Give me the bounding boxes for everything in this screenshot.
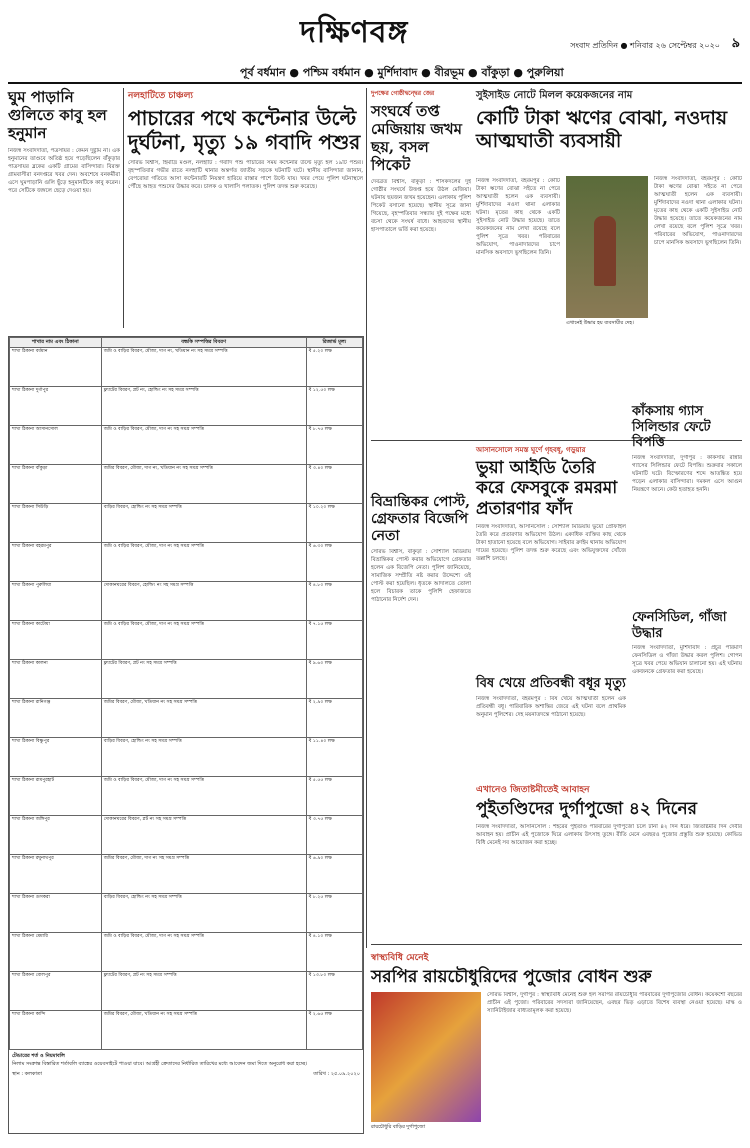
table-cell-price: ₹ ২.৯০ লক্ষ xyxy=(306,698,362,737)
table-row xyxy=(10,464,363,503)
story-body: দেবব্রত বিশ্বাস, বাঁকুড়া : শাসকদলের দুই গোষ্ঠীর সংঘর্ষে উত্তপ্ত হয়ে উঠল মেজিয়া। ঘটনায় ছয়জন জখম হয়েছেন। এলাকায় পুলিশ পিকেট বসানো হয়েছে। স্থানীয় সূত্রে জানা গিয়েছে, বৃহস্পতিবার সন্ধ্যায় দুই পক্ষের মধ্যে বচসা থেকে সংঘর্ষ বাধে। আহতদের স্থানীয় হাসপাতালে ভর্তি করা হয়েছে। xyxy=(371,179,471,233)
table-cell-price: ₹ ৬.৯০ লক্ষ xyxy=(306,854,362,893)
notice-header-branch: শাখার নাম এবং ঠিকানা xyxy=(10,338,102,348)
section-rule xyxy=(371,944,742,945)
masthead-rule xyxy=(8,82,742,84)
story-body: নিজস্ব সংবাদদাতা, আসানসোল : শহরের পুইতণ্ডি পরিবারের দুর্গাপুজো চলে টানা ৪২ দিন ধরে। জিতাষ্টমীর দিন দেবীর আবাহন হয়। প্রাচীন এই পুজোকে ঘিরে এলাকায় উৎসাহ তুঙ্গে। রীতি মেনে এবছরও পুজোর প্রস্তুতি শুরু হয়েছে। কোভিড বিধি মেনেই সব আয়োজন করা হচ্ছে। xyxy=(476,824,742,847)
table-cell-branch: শাখা ঠিকানা আসানসোল xyxy=(10,425,102,464)
dateline: সংবাদ প্রতিদিন ● শনিবার ২৬ সেপ্টেম্বর ২০২০ xyxy=(570,41,720,50)
story-body: নিজস্ব সংবাদদাতা, বহরমপুর : কোটি টাকা ঋণের বোঝা সইতে না পেরে আত্মঘাতী হলেন এক ব্যবসায়ী। মুর্শিদাবাদের নওদা থানা এলাকার ঘটনা। মৃতের কাছ থেকে একটি সুইসাইড নোট উদ্ধার হয়েছে। তাতে কয়েকজনের নাম লেখা রয়েছে বলে পুলিশ সূত্রে খবর। পরিবারের অভিযোগ, পাওনাদারদের চাপে মানসিক অবসাদে ভুগছিলেন তিনি। xyxy=(476,178,560,256)
table-cell-desc: বাড়ির বিবরণ, হোল্ডিং নং সহ সমগ্র সম্পত্তি xyxy=(101,503,306,542)
story-headline: পাচারের পথে কন্টেনার উল্টে দুর্ঘটনা, মৃত্যু ১৯ গবাদি পশুর xyxy=(128,106,361,154)
table-row xyxy=(10,698,363,737)
story-kicker: আসানসোলে সমস্ত ঘুর্ণে গৃহবধূ, গড়ুয়ার xyxy=(476,446,586,454)
column-divider xyxy=(123,88,124,328)
table-row xyxy=(10,815,363,854)
table-cell-desc: বাড়ির বিবরণ, হোল্ডিং নং সহ সমগ্র সম্পত্তি xyxy=(101,737,306,776)
story-poison xyxy=(476,676,626,776)
table-row xyxy=(10,932,363,971)
table-cell-branch: শাখা ঠিকানা মেমারি xyxy=(10,932,102,971)
story-body: নিজস্ব সংবাদদাতা, মুর্শিদাবাদ : প্রচুর পরিমাণ ফেনসিডিল ও গাঁজা উদ্ধার করল পুলিশ। গোপন সূত্রে খবর পেয়ে অভিযান চালানো হয়। এই ঘটনায় একজনকে গ্রেফতার করা হয়েছে। xyxy=(632,645,742,676)
story-suicide xyxy=(476,88,742,438)
table-cell-price: ₹ ৫.২০ লক্ষ xyxy=(306,347,362,386)
table-cell-desc: জমি ও বাড়ির বিবরণ, মৌজা, দাগ নং সহ সমগ্র সম্পত্তি xyxy=(101,425,306,464)
table-cell-price: ₹ ৩.৪০ লক্ষ xyxy=(306,464,362,503)
table-cell-desc: ফ্ল্যাটের বিবরণ, প্লট নং সহ সমগ্র সম্পত্তি xyxy=(101,971,306,1010)
story-photo xyxy=(371,992,481,1122)
story-bus-picket xyxy=(371,88,471,438)
notice-footer-title: টেন্ডারের শর্ত ও নিয়মাবলি xyxy=(12,1052,65,1059)
table-cell-desc: ফ্ল্যাটের বিবরণ, প্লট নং, হোল্ডিং নং সহ সমগ্র সম্পত্তি xyxy=(101,386,306,425)
column-divider xyxy=(366,88,367,948)
table-cell-branch: শাখা ঠিকানা কান্দি xyxy=(10,1010,102,1049)
table-cell-desc: বাড়ির বিবরণ, হোল্ডিং নং সহ সমগ্র সম্পত্তি xyxy=(101,893,306,932)
table-row xyxy=(10,620,363,659)
notice-header-price: রিজার্ভ মূল্য xyxy=(306,338,362,348)
table-row xyxy=(10,542,363,581)
table-cell-desc: জমি ও বাড়ির বিবরণ, মৌজা, দাগ নং সহ সমগ্র সম্পত্তি xyxy=(101,932,306,971)
table-cell-price: ₹ ৪.৮০ লক্ষ xyxy=(306,581,362,620)
table-cell-price: ₹ ২.৬৫ লক্ষ xyxy=(306,1010,362,1049)
story-kicker: নলহাটিতে চাঞ্চল্য xyxy=(128,91,194,101)
table-cell-branch: শাখা ঠিকানা বাঁকুড়া xyxy=(10,464,102,503)
story-body-continued: নিজস্ব সংবাদদাতা, বহরমপুর : কোটি টাকা ঋণের বোঝা সইতে না পেরে আত্মঘাতী হলেন এক ব্যবসায়ী। মুর্শিদাবাদের নওদা থানা এলাকার ঘটনা। মৃতের কাছ থেকে একটি সুইসাইড নোট উদ্ধার হয়েছে। তাতে কয়েকজনের নাম লেখা রয়েছে বলে পুলিশ সূত্রে খবর। পরিবারের অভিযোগ, পাওনাদারদের চাপে মানসিক অবসাদে ভুগছিলেন তিনি। xyxy=(654,176,742,246)
table-cell-branch: শাখা ঠিকানা পুরুলিয়া xyxy=(10,581,102,620)
story-headline: পুইতণ্ডিদের দুর্গাপুজো ৪২ দিনের xyxy=(476,799,698,819)
table-cell-branch: শাখা ঠিকানা রামপুরহাট xyxy=(10,776,102,815)
table-cell-desc: জমি ও বাড়ির বিবরণ, মৌজা, দাগ নং সহ সমগ্র সম্পত্তি xyxy=(101,542,306,581)
region-strip: পূর্ব বর্ধমান ● পশ্চিম বর্ধমান ● মুর্শিদাবাদ ● বীরভূম ● বাঁকুড়া ● পুরুলিয়া xyxy=(240,66,564,79)
table-cell-price: ₹ ১৩.৮০ লক্ষ xyxy=(306,971,362,1010)
story-cattle xyxy=(128,88,363,328)
table-row xyxy=(10,347,363,386)
table-row xyxy=(10,776,363,815)
story-bjp xyxy=(371,444,471,944)
table-row xyxy=(10,581,363,620)
story-body: নিজস্ব সংবাদদাতা, পত্রসায়র : কেমন দুষ্টুমি না। এক হনুমানের তাণ্ডবে অতিষ্ঠ হয়ে পড়েছিলেন বাঁকুড়ার পাত্রসায়র ব্লকের একটি গ্রামের বাসিন্দারা। বিরক্ত গ্রামবাসীরা বনদপ্তরে খবর দেন। অবশেষে বনকর্মীরা এসে ঘুমপাড়ানি গুলি ছুঁড়ে হনুমানটিকে কাবু করেন। পরে সেটিকে জঙ্গলে ছেড়ে দেওয়া হয়। xyxy=(8,148,120,194)
story-kicker: স্বাস্থ্যবিধি মেনেই xyxy=(371,953,429,963)
table-cell-branch: শাখা ঠিকানা বিষ্ণুপুর xyxy=(10,737,102,776)
table-cell-desc: জমি ও বাড়ির বিবরণ, মৌজা, দাগ নং সহ সমগ্র সম্পত্তি xyxy=(101,776,306,815)
table-cell-price: ₹ ৮.৭৫ লক্ষ xyxy=(306,425,362,464)
table-row xyxy=(10,386,363,425)
story-headline: কোটি টাকা ঋণের বোঝা, নওদায় আত্মঘাতী ব্যবসায়ী xyxy=(476,107,728,152)
table-cell-price: ₹ ৬.৩০ লক্ষ xyxy=(306,542,362,581)
table-cell-branch: শাখা ঠিকানা বোলপুর xyxy=(10,971,102,1010)
table-cell-branch: শাখা ঠিকানা দুর্গাপুর xyxy=(10,386,102,425)
story-gas xyxy=(632,404,742,604)
story-headline: বিভ্রান্তিকর পোস্ট, গ্রেফতার বিজেপি নেতা xyxy=(371,494,470,544)
table-cell-desc: জমি ও বাড়ির বিবরণ, মৌজা, দাগ নং, খতিয়ান নং সহ সমগ্র সম্পত্তি xyxy=(101,347,306,386)
table-cell-price: ₹ ৭.১৫ লক্ষ xyxy=(306,620,362,659)
story-body: সৌরভ বিশ্বাস, দুর্গাপুর : স্বাস্থ্যবিধি মেনেই শুরু হল সরপির রায়চৌধুরি পরিবারের দুর্গাপুজোর বোধন। কয়েকশো বছরের প্রাচীন এই পুজো। পরিবারের সদস্যরা জানিয়েছেন, এবছর ভিড় এড়াতে বিশেষ ব্যবস্থা নেওয়া হয়েছে। মাস্ক ও স্যানিটাইজার বাধ্যতামূলক করা হয়েছে। xyxy=(487,992,742,1014)
table-cell-price: ₹ ১২.৫০ লক্ষ xyxy=(306,386,362,425)
table-cell-branch: শাখা ঠিকানা কালনা xyxy=(10,659,102,698)
story-headline: ফেনসিডিল, গাঁজা উদ্ধার xyxy=(632,610,727,641)
table-cell-price: ₹ ৪.১০ লক্ষ xyxy=(306,932,362,971)
table-cell-desc: জমি ও বাড়ির বিবরণ, মৌজা, দাগ নং সহ সমগ্র সম্পত্তি xyxy=(101,620,306,659)
table-cell-desc: দোকানঘরের বিবরণ, প্লট নং সহ সমগ্র সম্পত্তি xyxy=(101,815,306,854)
story-photo xyxy=(566,176,648,318)
table-row xyxy=(10,893,363,932)
masthead-title: দক্ষিণবঙ্গ xyxy=(300,15,409,50)
photo-caption: রায়চৌধুরি বাড়ির দুর্গাপুজো xyxy=(371,1124,426,1130)
page-number: ৯ xyxy=(731,36,740,51)
table-row xyxy=(10,1010,363,1049)
story-kicker: সুইসাইড নোটে মিলল কয়েকজনের নাম xyxy=(476,90,633,101)
table-cell-price: ₹ ১১.৪০ লক্ষ xyxy=(306,737,362,776)
table-cell-price: ₹ ৫.৫৫ লক্ষ xyxy=(306,776,362,815)
photo-caption: এখানেই উদ্ধার হয় ব্যবসায়ীর দেহ। xyxy=(566,320,634,326)
story-headline: সরপির রায়চৌধুরিদের পুজোর বোধন শুরু xyxy=(371,967,652,987)
notice-table xyxy=(9,337,363,1050)
notice-place: স্থান : কলকাতা xyxy=(12,1070,42,1077)
table-cell-branch: শাখা ঠিকানা কাটোয়া xyxy=(10,620,102,659)
masthead xyxy=(0,0,750,79)
story-phensedyl xyxy=(632,610,742,760)
table-cell-branch: শাখা ঠিকানা বহরমপুর xyxy=(10,542,102,581)
story-durga42 xyxy=(476,782,742,932)
notice-date: তারিখ : ২৫.০৯.২০২০ xyxy=(313,1070,360,1077)
figure-silhouette xyxy=(594,216,616,286)
table-cell-desc: দোকানঘরের বিবরণ, হোল্ডিং নং সহ সমগ্র সম্পত্তি xyxy=(101,581,306,620)
table-cell-branch: শাখা ঠিকানা গুসকরা xyxy=(10,893,102,932)
table-cell-price: ₹ ৯.৬০ লক্ষ xyxy=(306,659,362,698)
table-cell-branch: শাখা ঠিকানা জঙ্গিপুর xyxy=(10,815,102,854)
story-kicker: দুপক্ষের গোষ্ঠীদ্বন্দ্বের জের xyxy=(371,90,435,97)
table-cell-price: ₹ ১০.২০ লক্ষ xyxy=(306,503,362,542)
table-cell-desc: জমির বিবরণ, মৌজা, খতিয়ান নং সহ সমগ্র সম্পত্তি xyxy=(101,698,306,737)
table-cell-branch: শাখা ঠিকানা সিউড়ি xyxy=(10,503,102,542)
story-body: সৌরভ বিশ্বাস, বাঁকুড়া : সোশ্যাল মিডিয়ায় বিভ্রান্তিকর পোস্ট করার অভিযোগে গ্রেফতার হলেন এক বিজেপি নেতা। পুলিশ জানিয়েছে, সামাজিক সম্প্রীতি নষ্ট করার উদ্দেশ্যে ওই পোস্ট করা হয়েছিল। ধৃতকে আদালতে তোলা হলে বিচারক তাকে পুলিশি হেফাজতে পাঠানোর নির্দেশ দেন। xyxy=(371,549,471,604)
table-row xyxy=(10,425,363,464)
story-facebook xyxy=(476,444,626,664)
table-cell-price: ₹ ৮.২৫ লক্ষ xyxy=(306,893,362,932)
table-cell-branch: শাখা ঠিকানা রঘুনাথপুর xyxy=(10,854,102,893)
story-hanuman xyxy=(8,88,120,328)
table-cell-desc: জমির বিবরণ, মৌজা, খতিয়ান নং সহ সমগ্র সম্পত্তি xyxy=(101,1010,306,1049)
notice-header-desc: বন্ধকি সম্পত্তির বিবরণ xyxy=(101,338,306,348)
table-row xyxy=(10,971,363,1010)
notice-rows xyxy=(10,347,363,1049)
notice-footer-text: নিলাম সংক্রান্ত বিস্তারিত শর্তাবলি ব্যাঙ্কের ওয়েবসাইটে পাওয়া যাবে। আগ্রহী ক্রেতাদের নির্ধারিত তারিখের মধ্যে আবেদন জমা দিতে অনুরোধ করা হচ্ছে। xyxy=(12,1060,308,1067)
story-body: নিজস্ব সংবাদদাতা, বহরমপুর : বিষ খেয়ে আত্মঘাতী হলেন এক প্রতিবন্ধী বধূ। পারিবারিক অশান্তির জেরে এই ঘটনা বলে প্রাথমিক অনুমান পুলিশের। দেহ ময়নাতদন্তে পাঠানো হয়েছে। xyxy=(476,695,626,718)
table-cell-price: ₹ ৩.৭৫ লক্ষ xyxy=(306,815,362,854)
story-headline: সংঘর্ষে তপ্ত মেজিয়ায় জখম ছয়, বসল পিকেট xyxy=(371,102,462,174)
story-headline: কাঁকসায় গ্যাস সিলিন্ডার ফেটে বিপত্তি xyxy=(632,404,711,451)
story-body: সৌরভ বিশ্বাস, হিমাদ্রি মণ্ডল, নলহাটি : গবাদি পশু পাচারের সময় কন্টেনার উল্টে মৃত্যু হল ১৯টি পশুর। বৃহস্পতিবার গভীর রাতে নলহাটি থানার অন্তর্গত জাতীয় সড়কে ঘটনাটি ঘটে। স্থানীয় বাসিন্দারা জানান, বেপরোয়া গতিতে আসা কন্টেনারটি নিয়ন্ত্রণ হারিয়ে রাস্তার পাশে উল্টে যায়। খবর পেয়ে পুলিশ ঘটনাস্থলে পৌঁছে আহত পশুদের উদ্ধার করে। চালক ও খালাসি পলাতক। পুলিশ তদন্ত শুরু করেছে। xyxy=(128,160,363,190)
story-kicker: এখানেও জিতাষ্টমীতেই আবাহন xyxy=(476,785,590,795)
story-body: নিজস্ব সংবাদদাতা, দুর্গাপুর : কাঁকসায় রান্নার গ্যাসের সিলিন্ডার ফেটে বিপত্তি। শুক্রবার সকালে ঘটনাটি ঘটে। বিস্ফোরণের শব্দে আতঙ্কিত হয়ে পড়েন এলাকার বাসিন্দারা। দমকল এসে আগুন নিয়ন্ত্রণে আনে। কেউ হতাহত হননি। xyxy=(632,454,742,493)
table-row xyxy=(10,737,363,776)
auction-notice xyxy=(8,336,364,1134)
story-body: নিজস্ব সংবাদদাতা, আসানসোল : সোশ্যাল মিডিয়ায় ভুয়ো প্রোফাইল তৈরি করে প্রতারণার অভিযোগ উঠল। একাধিক ব্যক্তির কাছ থেকে টাকা হাতানো হয়েছে বলে অভিযোগ। সাইবার ক্রাইম থানায় অভিযোগ দায়ের হয়েছে। পুলিশ তদন্ত শুরু করেছে এবং অভিযুক্তদের খোঁজে তল্লাশি চলছে। xyxy=(476,524,626,563)
table-cell-desc: জমির বিবরণ, মৌজা, দাগ নং সহ সমগ্র সম্পত্তি xyxy=(101,854,306,893)
table-cell-desc: জমির বিবরণ, মৌজা, দাগ নং, খতিয়ান নং সহ সমগ্র সম্পত্তি xyxy=(101,464,306,503)
table-row xyxy=(10,659,363,698)
table-row xyxy=(10,503,363,542)
table-cell-desc: ফ্ল্যাটের বিবরণ, প্লট নং সহ সমগ্র সম্পত্তি xyxy=(101,659,306,698)
table-row xyxy=(10,854,363,893)
table-cell-branch: শাখা ঠিকানা রানিগঞ্জ xyxy=(10,698,102,737)
story-headline: বিষ খেয়ে প্রতিবন্ধী বধূর মৃত্যু xyxy=(476,676,626,691)
table-cell-branch: শাখা ঠিকানা বর্ধমান xyxy=(10,347,102,386)
story-headline: ভুয়া আইডি তৈরি করে ফেসবুকে রমরমা প্রতারণার ফাঁদ xyxy=(476,458,618,519)
story-headline: ঘুম পাড়ানি গুলিতে কাবু হল হনুমান xyxy=(8,88,107,142)
story-sarpir xyxy=(371,950,742,1140)
